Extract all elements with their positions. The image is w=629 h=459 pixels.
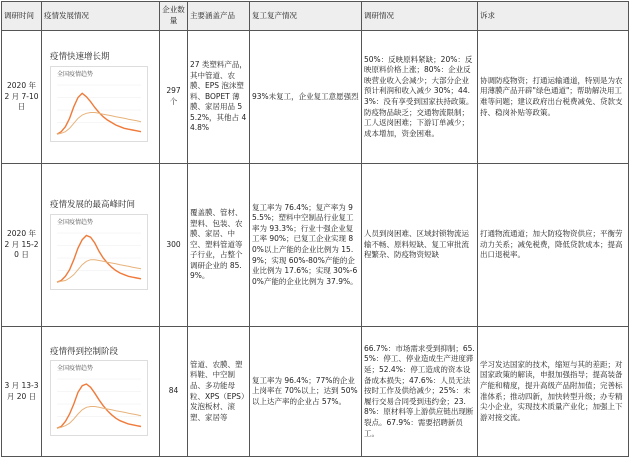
row-products: 27 类塑料产品，其中管道、农膜、EPS 泡沫塑料、BOPET 薄膜、家居用品 55.2%，其他占 44.8%: [188, 31, 250, 164]
header-row: [2, 2, 629, 31]
header-products: 主要涵盖产品: [188, 2, 250, 31]
survey-table: [1, 1, 629, 457]
table-row: [2, 327, 629, 457]
trend-chart: [50, 360, 148, 436]
dev-label: 疫情发展的最高峰时间: [50, 200, 136, 211]
table-row: [2, 164, 629, 327]
chart-series-line: [57, 235, 141, 282]
trend-chart: [50, 66, 148, 142]
table-row: [2, 31, 629, 164]
row-dev: [42, 31, 160, 164]
header-resume: 复工复产情况: [250, 2, 362, 31]
chart-title: 全国疫情趋势: [57, 365, 94, 373]
chart-title: 全国疫情趋势: [57, 70, 94, 78]
chart-svg: [51, 67, 147, 141]
row-dev: [42, 327, 160, 457]
row-products: 管道、农膜、塑料鞋、中空制品、多功能母粒、XPS（EPS）发泡板材、滚塑、家居等: [188, 327, 250, 457]
header-count: 企业数量: [160, 2, 188, 31]
row-count: 84: [160, 327, 188, 457]
header-time: 调研时间: [2, 2, 42, 31]
row-count: 300: [160, 164, 188, 327]
row-resume: 93%未复工，企业复工意愿强烈: [250, 31, 362, 164]
chart-series-line: [57, 112, 141, 134]
row-time: 2020 年 2 月 7-10 日: [2, 31, 42, 164]
chart-series-line: [57, 384, 141, 428]
row-resume: 复工率为 96.4%；77%的企业上岗率在 70%以上；达到 50%以上达产率的企业占 57%。: [250, 327, 362, 457]
row-demand: 打通物流通道；加大防疫物资供应；平衡劳动力关系；减免税费，降低贷款成本；提高出口退税率。: [478, 164, 629, 327]
dev-label: 疫情快速增长期: [50, 52, 110, 63]
header-survey: 调研情况: [362, 2, 478, 31]
row-demand: 协调防疫物资；打通运输通道，特别是为农用薄膜产品开辟"绿色通道"；帮助解决用工难等问题；建议政府出台税费减免、贷款支持、稳岗补贴等政策。: [478, 31, 629, 164]
row-count: 297 个: [160, 31, 188, 164]
row-survey: 50%：反映原料紧缺；20%：反映原料价格上涨；80%：企业反映营业收入会减少；大部分企业预计利润和收入减少 30%；44.3%：没有享受到国家扶持政策。防疫物品缺乏；交通物流限制；工人返岗困难；下游订单减少；成本增加，资金困难。: [362, 31, 478, 164]
chart-svg: [51, 361, 147, 435]
row-demand: 学习发达国家的技术，缩短与其的差距；对国家政策的解读，申报加强指导；提高装备产能和精度，提升高级产品附加值；完善标准体系；推动四新，加快转型升级；办专精尖小企业，实现技术质量产业化；加强上下游对接交流。: [478, 327, 629, 457]
row-survey: 人员到岗困难、区域封锁物流运输不畅、原料短缺、复工审批流程繁杂、防疫物资短缺: [362, 164, 478, 327]
row-time: 3 月 13-3 月 20 日: [2, 327, 42, 457]
trend-chart: [50, 214, 148, 290]
row-products: 覆盖膜、管材、塑料、包装、农膜、家居、中空、塑料管道等子行业，占整个调研企业的 85.9%。: [188, 164, 250, 327]
row-dev: [42, 164, 160, 327]
row-resume: 复工率为 76.4%；复产率为 95.5%；塑料中空制品行业复工率为 93.3%；行业十强企业复工率 90%；已复工企业实现 80%以上产能的企业比例为 15.9%；实现 60%-80%产能的企业比例为 17.6%；实现 30%-60%产能的企业比例为 37.9%。: [250, 164, 362, 327]
chart-title: 全国疫情趋势: [57, 218, 94, 226]
header-demand: 诉求: [478, 2, 629, 31]
chart-series-line: [57, 407, 141, 429]
dev-label: 疫情得到控制阶段: [50, 346, 119, 357]
row-survey: 66.7%：市场需求受到抑制；65.5%：停工、停业造成生产进度滞延；52.4%：停工造成的资本设备成本损失；47.6%：人员无法按时工作及供给减少；25%：未履行交易合同受到违约金；23.8%：原材料等上游供应链出现断裂点。67.9%：需要招聘新员工。: [362, 327, 478, 457]
header-dev: 疫情发展情况: [42, 2, 160, 31]
row-time: 2020 年 2 月 15-20 日: [2, 164, 42, 327]
chart-svg: [51, 215, 147, 289]
